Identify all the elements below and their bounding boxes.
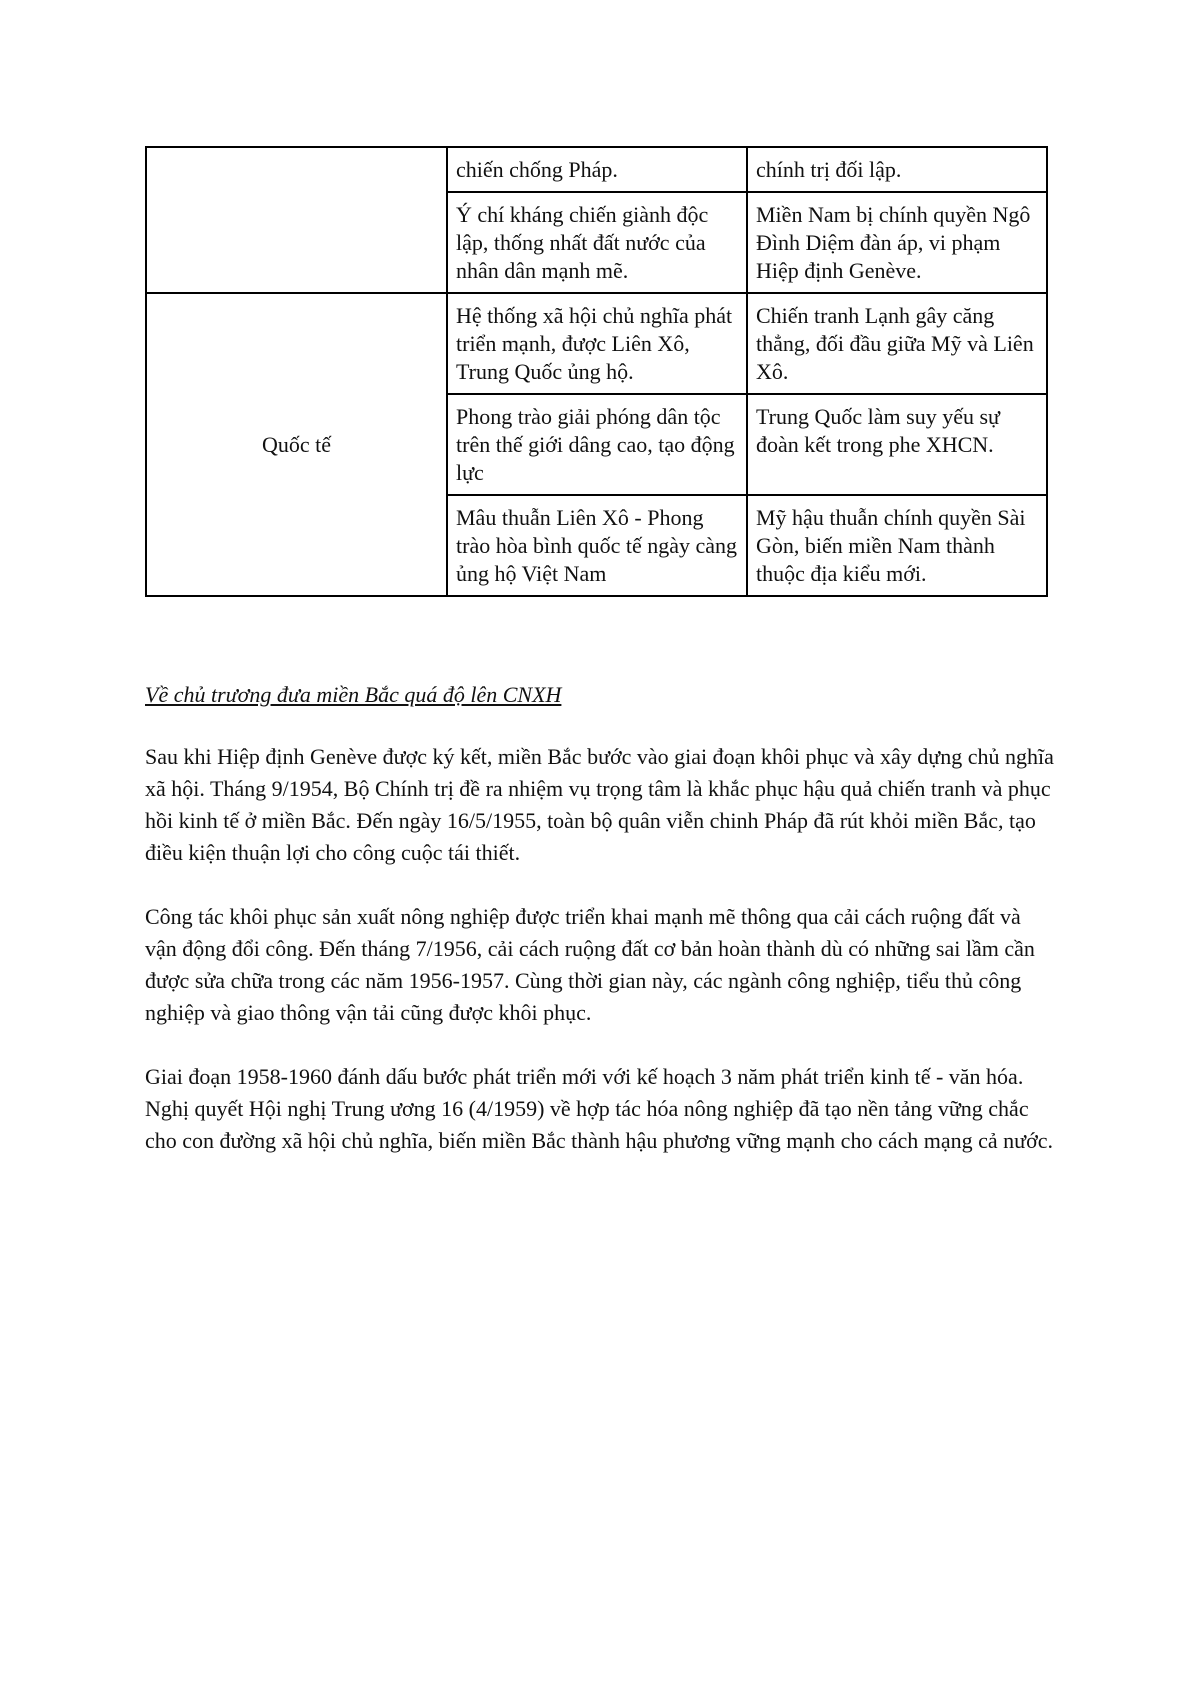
comparison-table — [145, 146, 1048, 597]
table-cell: chính trị đối lập. — [747, 147, 1047, 192]
table-cell: Ý chí kháng chiến giành độc lập, thống nhất đất nước của nhân dân mạnh mẽ. — [447, 192, 747, 293]
paragraph: Sau khi Hiệp định Genève được ký kết, miền Bắc bước vào giai đoạn khôi phục và xây dựng chủ nghĩa xã hội. Tháng 9/1954, Bộ Chính trị đề ra nhiệm vụ trọng tâm là khắc phục hậu quả chiến tranh và phục hồi kinh tế ở miền Bắc. Đến ngày 16/5/1955, toàn bộ quân viễn chinh Pháp đã rút khỏi miền Bắc, tạo điều kiện thuận lợi cho công cuộc tái thiết. — [145, 744, 1054, 865]
table-cell: Miền Nam bị chính quyền Ngô Đình Diệm đàn áp, vi phạm Hiệp định Genève. — [747, 192, 1047, 293]
table-cell: Chiến tranh Lạnh gây căng thẳng, đối đầu giữa Mỹ và Liên Xô. — [747, 293, 1047, 394]
paragraph: Giai đoạn 1958-1960 đánh dấu bước phát triển mới với kế hoạch 3 năm phát triển kinh tế - văn hóa. Nghị quyết Hội nghị Trung ương 16 (4/1959) về hợp tác hóa nông nghiệp đã tạo nền tảng vững chắc cho con đường xã hội chủ nghĩa, biến miền Bắc thành hậu phương vững mạnh cho cách mạng cả nước. — [145, 1064, 1053, 1153]
section-heading: Về chủ trương đưa miền Bắc quá độ lên CNXH — [145, 682, 562, 707]
table-cell: chiến chống Pháp. — [447, 147, 747, 192]
table-cell: Hệ thống xã hội chủ nghĩa phát triển mạnh, được Liên Xô, Trung Quốc ủng hộ. — [447, 293, 747, 394]
table-group-label: Quốc tế — [146, 293, 447, 596]
table-cell — [146, 147, 447, 293]
table-cell: Trung Quốc làm suy yếu sự đoàn kết trong phe XHCN. — [747, 394, 1047, 495]
paragraph: Công tác khôi phục sản xuất nông nghiệp được triển khai mạnh mẽ thông qua cải cách ruộng đất và vận động đổi công. Đến tháng 7/1956, cải cách ruộng đất cơ bản hoàn thành dù có những sai lầm cần được sửa chữa trong các năm 1956-1957. Cùng thời gian này, các ngành công nghiệp, tiểu thủ công nghiệp và giao thông vận tải cũng được khôi phục. — [145, 904, 1035, 1025]
table-row — [146, 293, 1047, 394]
table-cell: Mỹ hậu thuẫn chính quyền Sài Gòn, biến miền Nam thành thuộc địa kiểu mới. — [747, 495, 1047, 596]
table-cell: Phong trào giải phóng dân tộc trên thế giới dâng cao, tạo động lực — [447, 394, 747, 495]
table-row — [146, 147, 1047, 192]
table-cell: Mâu thuẫn Liên Xô - Phong trào hòa bình quốc tế ngày càng ủng hộ Việt Nam — [447, 495, 747, 596]
